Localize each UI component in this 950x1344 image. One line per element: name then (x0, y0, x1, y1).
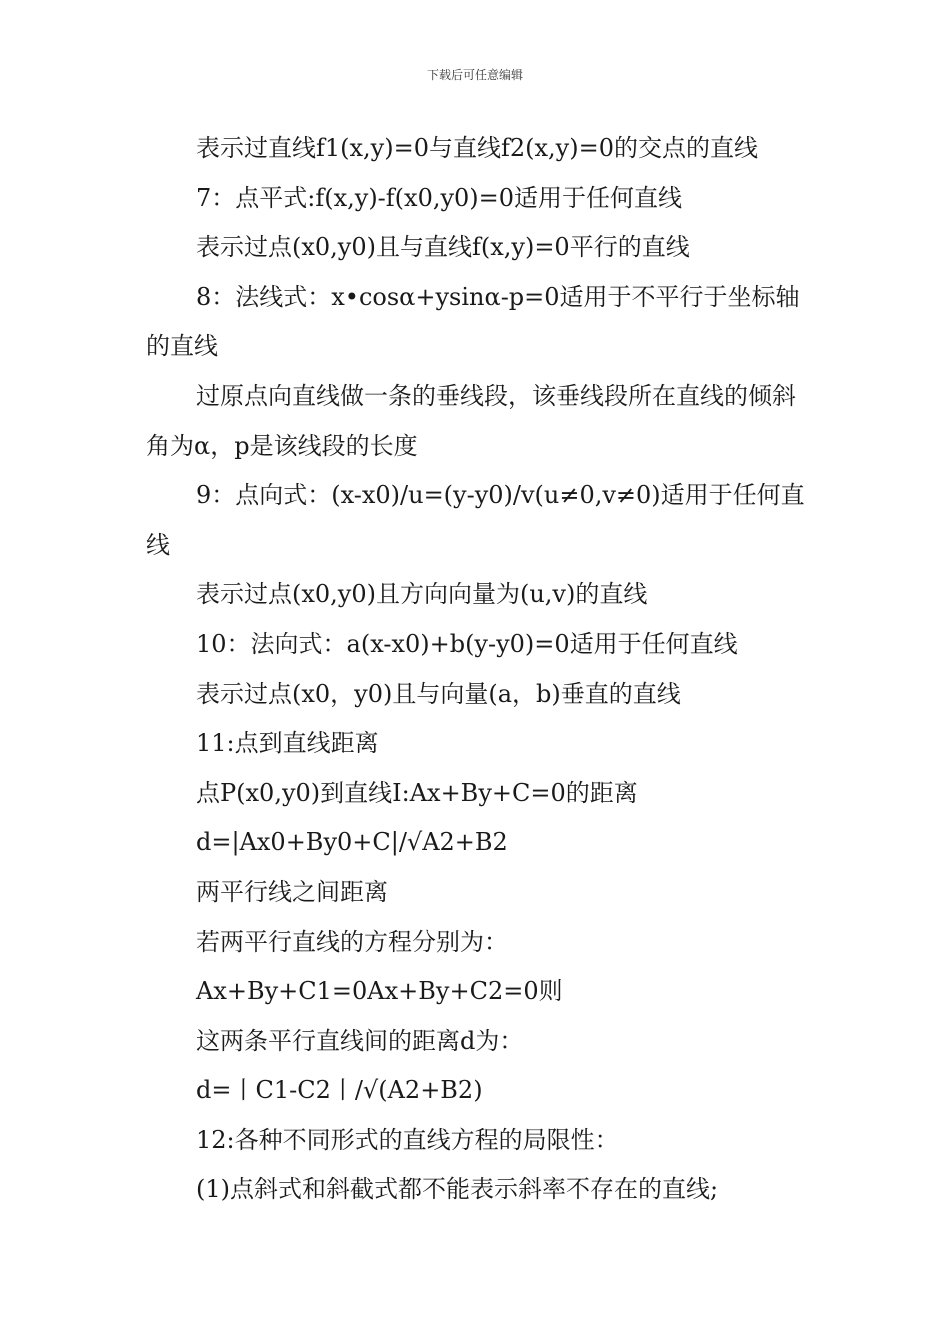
paragraph: d=丨C1-C2丨/√(A2+B2) (196, 1076, 483, 1105)
paragraph: d=|Ax0+By0+C|/√A2+B2 (196, 828, 508, 857)
paragraph: 两平行线之间距离 (196, 877, 388, 906)
paragraph: 11:点到直线距离 (196, 729, 379, 758)
paragraph: 表示过点(x0，y0)且与向量(a，b)垂直的直线 (196, 679, 681, 708)
paragraph: 表示过点(x0,y0)且方向向量为(u,v)的直线 (196, 580, 648, 609)
paragraph: 10：法向式：a(x-x0)+b(y-y0)=0适用于任何直线 (196, 629, 738, 658)
paragraph: 表示过直线f1(x,y)=0与直线f2(x,y)=0的交点的直线 (196, 134, 758, 162)
paragraph: 过原点向直线做一条的垂线段，该垂线段所在直线的倾斜角为α，p是该线段的长度 (146, 381, 796, 460)
paragraph: 9：点向式：(x-x0)/u=(y-y0)/v(u≠0,v≠0)适用于任何直线 (146, 481, 805, 559)
paragraph: 12:各种不同形式的直线方程的局限性： (196, 1125, 619, 1154)
document-body (146, 124, 810, 1215)
paragraph: 点P(x0,y0)到直线Ⅰ:Ax+By+C=0的距离 (196, 778, 638, 807)
paragraph: (1)点斜式和斜截式都不能表示斜率不存在的直线; (196, 1175, 719, 1204)
paragraph: 7：点平式:f(x,y)-f(x0,y0)=0适用于任何直线 (196, 183, 683, 212)
paragraph: 表示过点(x0,y0)且与直线f(x,y)=0平行的直线 (196, 233, 690, 262)
paragraph: 若两平行直线的方程分别为： (196, 927, 508, 956)
paragraph: 8：法线式：x•cosα+ysinα-p=0适用于不平行于坐标轴的直线 (146, 282, 800, 361)
paragraph: Ax+By+C1=0Ax+By+C2=0则 (196, 977, 563, 1006)
paragraph: 这两条平行直线间的距离d为： (196, 1026, 524, 1055)
page-header: 下载后可任意编辑 (426, 68, 523, 82)
